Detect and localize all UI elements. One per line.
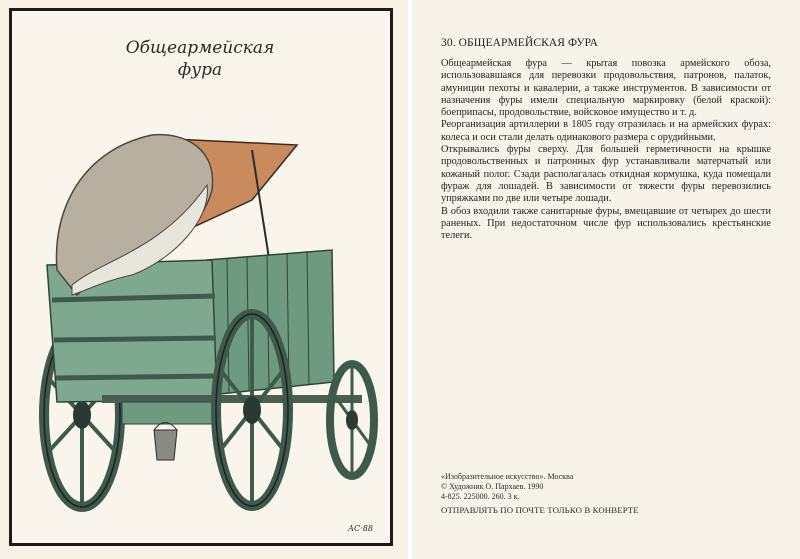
artist-credit: © Художник О. Пархаев. 1990: [441, 482, 544, 491]
artist-signature: АС·88: [348, 524, 373, 533]
plate-title-line-2: фура: [177, 60, 223, 80]
feed-trough: [122, 402, 217, 424]
rear-right-wheel: [216, 314, 288, 506]
mailing-instruction: ОТПРАВЛЯТЬ ПО ПОЧТЕ ТОЛЬКО В КОНВЕРТЕ: [441, 505, 639, 515]
plate-title-line-1: Общеармейская: [125, 38, 275, 58]
plate-title: [120, 37, 280, 81]
article-heading: 30. ОБЩЕАРМЕЙСКАЯ ФУРА: [441, 37, 599, 49]
article-body: [441, 58, 771, 242]
hanging-bucket: [154, 430, 177, 460]
imprint-block: [441, 472, 771, 502]
front-wheel: [330, 364, 374, 476]
paragraph-4: В обоз входили также санитарные фуры, вмещавшие от четырех до шести раненых. При недостаточном числе фур использовались крестьянские телеги.: [441, 205, 771, 242]
paragraph-2: Реорганизация артиллерии в 1805 году отразилась и на армейских фурах: колеса и оси стали делать одинакового размера с орудийными.: [441, 119, 771, 143]
print-code: 4-825. 225000. 260. 3 к.: [441, 492, 520, 501]
paragraph-1: Общеармейская фура — крытая повозка армейского обоза, использовавшаяся для перевозки продовольствия, патронов, палаток, амуниции пехоты и кавалерии, а также инструментов. В зависимости от назначения фуры имели специальную маркировку (белой краской): боеприпасы, продовольствие, войсковое имущество и т. д.: [441, 58, 771, 119]
paragraph-3: Открывались фуры сверху. Для большей герметичности на крышке продовольственных и патронных фур устанавливали матерчатый или кожаный полог. Сзади располагалась откидная кормушка, куда помещали фураж для лошадей. В зависимости от тяжести фуры перевозились упряжками по две или четыре лошади.: [441, 144, 771, 205]
publisher-line: «Изобразительное искусство». Москва: [441, 472, 574, 481]
wagon-illustration: [12, 110, 392, 520]
